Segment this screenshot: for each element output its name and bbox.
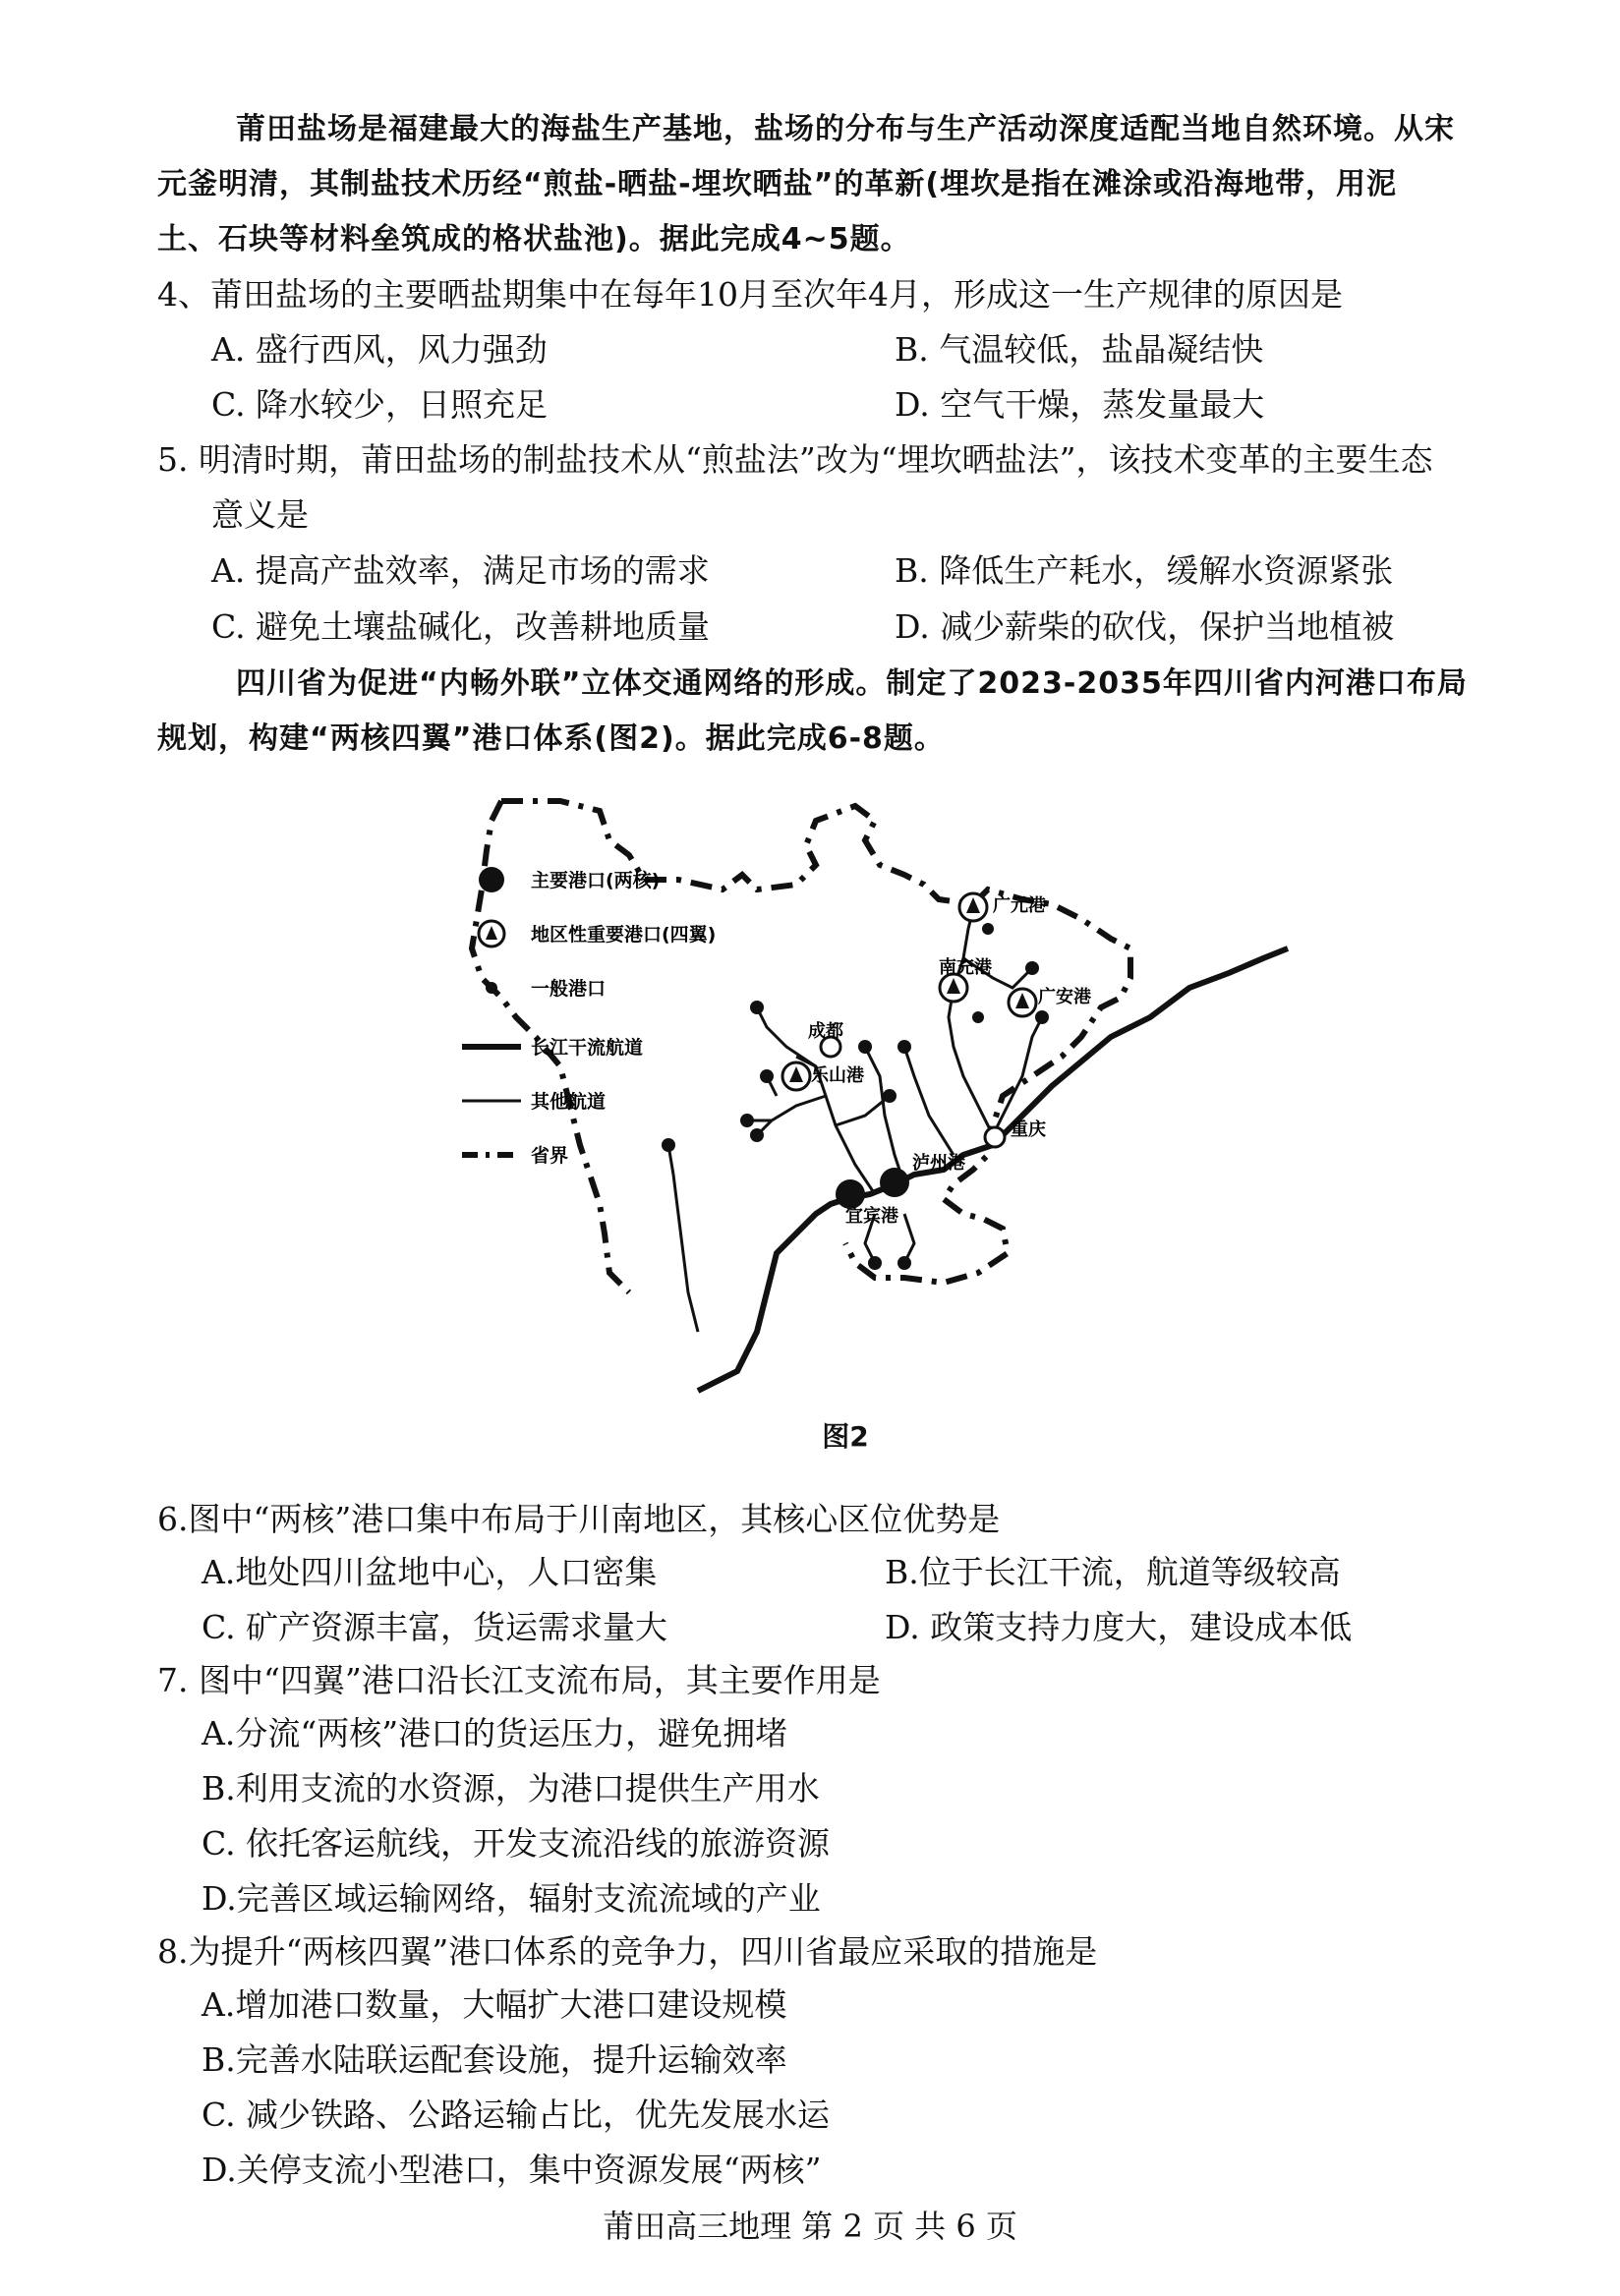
legend-regional-port: 地区性重要港口(四翼) — [531, 924, 717, 946]
main-port-luzhou — [880, 1168, 909, 1197]
question-7-option-b: B.利用支流的水资源，为港口提供生产用水 — [202, 1769, 820, 1808]
general-port-11 — [897, 1256, 911, 1270]
general-port-2 — [1035, 1010, 1049, 1024]
label-guangan: 广安港 — [1038, 987, 1091, 1007]
question-4-option-b: B. 气温较低，盐晶凝结快 — [895, 330, 1264, 369]
page-footer: 莆田高三地理 第 2 页 共 6 页 — [603, 2208, 1017, 2245]
general-port-6 — [750, 1001, 764, 1014]
legend-main-port-symbol — [479, 867, 504, 892]
figure-caption: 图2 — [822, 1420, 869, 1453]
label-luzhou: 泸州港 — [912, 1153, 965, 1174]
route-dadu — [757, 1007, 816, 1066]
general-port-3 — [897, 1040, 911, 1054]
question-7-option-d: D.完善区域运输网络，辐射支流流域的产业 — [202, 1879, 821, 1918]
legend-main-port: 主要港口(两核) — [531, 870, 661, 891]
question-5-option-c: C. 避免土壤盐碱化，改善耕地质量 — [211, 607, 711, 646]
question-8-stem: 8.为提升“两核四翼”港口体系的竞争力，四川省最应采取的措施是 — [157, 1932, 1098, 1971]
question-6-option-a: A.地处四川盆地中心，人口密集 — [202, 1553, 658, 1591]
general-port-10 — [868, 1256, 882, 1270]
legend-border: 省界 — [531, 1145, 569, 1167]
city-marker-chongqing — [985, 1127, 1005, 1147]
question-4-option-d: D. 空气干燥，蒸发量最大 — [895, 385, 1265, 424]
route-west-branch — [747, 1096, 826, 1120]
question-4-option-c: C. 降水较少，日照充足 — [211, 385, 549, 424]
general-port-9 — [760, 1069, 774, 1083]
label-nanchong: 南充港 — [939, 957, 992, 978]
intro2-line1: 四川省为促进“内畅外联”立体交通网络的形成。制定了2023-2035年四川省内河港口布局 — [236, 666, 1468, 701]
label-guangyuan: 广元港 — [993, 895, 1046, 916]
question-8-option-d: D.关停支流小型港口，集中资源发展“两核” — [202, 2151, 822, 2189]
intro1-line1: 莆田盐场是福建最大的海盐生产基地，盐场的分布与生产活动深度适配当地自然环境。从宋 — [236, 112, 1455, 146]
question-5-stem — [157, 432, 1553, 543]
question-5-stem-line1: 5. 明清时期，莆田盐场的制盐技术从“煎盐法”改为“埋坎晒盐法”，该技术变革的主要生态 — [157, 440, 1433, 479]
route-tuo — [865, 1047, 904, 1184]
general-port-13 — [982, 923, 994, 935]
general-port-14 — [972, 1011, 984, 1023]
main-port-yibin — [836, 1179, 865, 1209]
general-port-8 — [750, 1128, 764, 1142]
regional-port-leshan — [782, 1062, 810, 1090]
general-port-4 — [883, 1089, 897, 1103]
intro1-line3: 土、石块等材料垒筑成的格状盐池)。据此完成4~5题。 — [157, 222, 911, 257]
question-7-option-c: C. 依托客运航线，开发支流沿线的旅游资源 — [202, 1824, 831, 1863]
question-5-stem-line2: 意义是 — [211, 495, 309, 534]
question-5-option-b: B. 降低生产耗水，缓解水资源紧张 — [895, 551, 1394, 590]
question-5-option-d: D. 减少薪柴的砍伐，保护当地植被 — [895, 607, 1395, 646]
intro-paragraph-salt — [157, 102, 1553, 267]
question-6-option-d: D. 政策支持力度大，建设成本低 — [885, 1608, 1353, 1646]
label-chengdu: 成都 — [808, 1021, 843, 1042]
question-4-option-a: A. 盛行西风，风力强劲 — [211, 330, 548, 369]
question-6-option-c: C. 矿产资源丰富，货运需求量大 — [202, 1608, 668, 1646]
question-5-option-a: A. 提高产盐效率，满足市场的需求 — [211, 551, 710, 590]
intro1-line2: 元釜明清，其制盐技术历经“煎盐-晒盐-埋坎晒盐”的革新(埋坎是指在滩涂或沿海地带，用泥 — [157, 167, 1398, 201]
general-port-1 — [1025, 961, 1039, 975]
route-south-branch-2 — [904, 1214, 914, 1263]
general-port-12 — [662, 1138, 675, 1152]
question-8-option-c: C. 减少铁路、公路运输占比，优先发展水运 — [202, 2095, 831, 2134]
regional-port-guangyuan — [959, 893, 987, 921]
legend-yangtze: 长江干流航道 — [531, 1037, 644, 1059]
route-jialing — [949, 909, 993, 1135]
label-yibin: 宜宾港 — [845, 1206, 898, 1227]
question-8-option-b: B.完善水陆联运配套设施，提升运输效率 — [202, 2040, 787, 2079]
question-8-option-a: A.增加港口数量，大幅扩大港口建设规模 — [202, 1985, 787, 2024]
question-7-option-a: A.分流“两核”港口的货运压力，避免拥堵 — [202, 1714, 788, 1752]
map-legend — [462, 867, 716, 1167]
sichuan-port-map — [442, 781, 1376, 1410]
legend-other-routes: 其他航道 — [531, 1091, 607, 1113]
question-6-option-b: B.位于长江干流，航道等级较高 — [885, 1553, 1341, 1591]
legend-general-port: 一般港口 — [531, 978, 607, 1000]
regional-port-guangan — [1009, 989, 1036, 1016]
question-4-stem: 4、莆田盐场的主要晒盐期集中在每年10月至次年4月，形成这一生产规律的原因是 — [157, 275, 1343, 314]
general-port-7 — [740, 1114, 754, 1127]
yangtze-mainstream — [698, 948, 1288, 1391]
intro-paragraph-ports — [157, 657, 1553, 767]
question-6-stem: 6.图中“两核”港口集中布局于川南地区，其核心区位优势是 — [157, 1500, 1001, 1538]
legend-general-port-symbol — [486, 982, 497, 994]
general-port-5 — [858, 1040, 872, 1054]
label-chongqing: 重庆 — [1011, 1119, 1046, 1140]
route-fu — [904, 1047, 954, 1155]
regional-port-nanchong — [940, 974, 967, 1002]
label-leshan: 乐山港 — [811, 1065, 864, 1086]
route-upper-min — [668, 1145, 698, 1332]
intro2-line2: 规划，构建“两核四翼”港口体系(图2)。据此完成6-8题。 — [157, 721, 945, 756]
question-7-stem: 7. 图中“四翼”港口沿长江支流布局，其主要作用是 — [157, 1661, 881, 1699]
